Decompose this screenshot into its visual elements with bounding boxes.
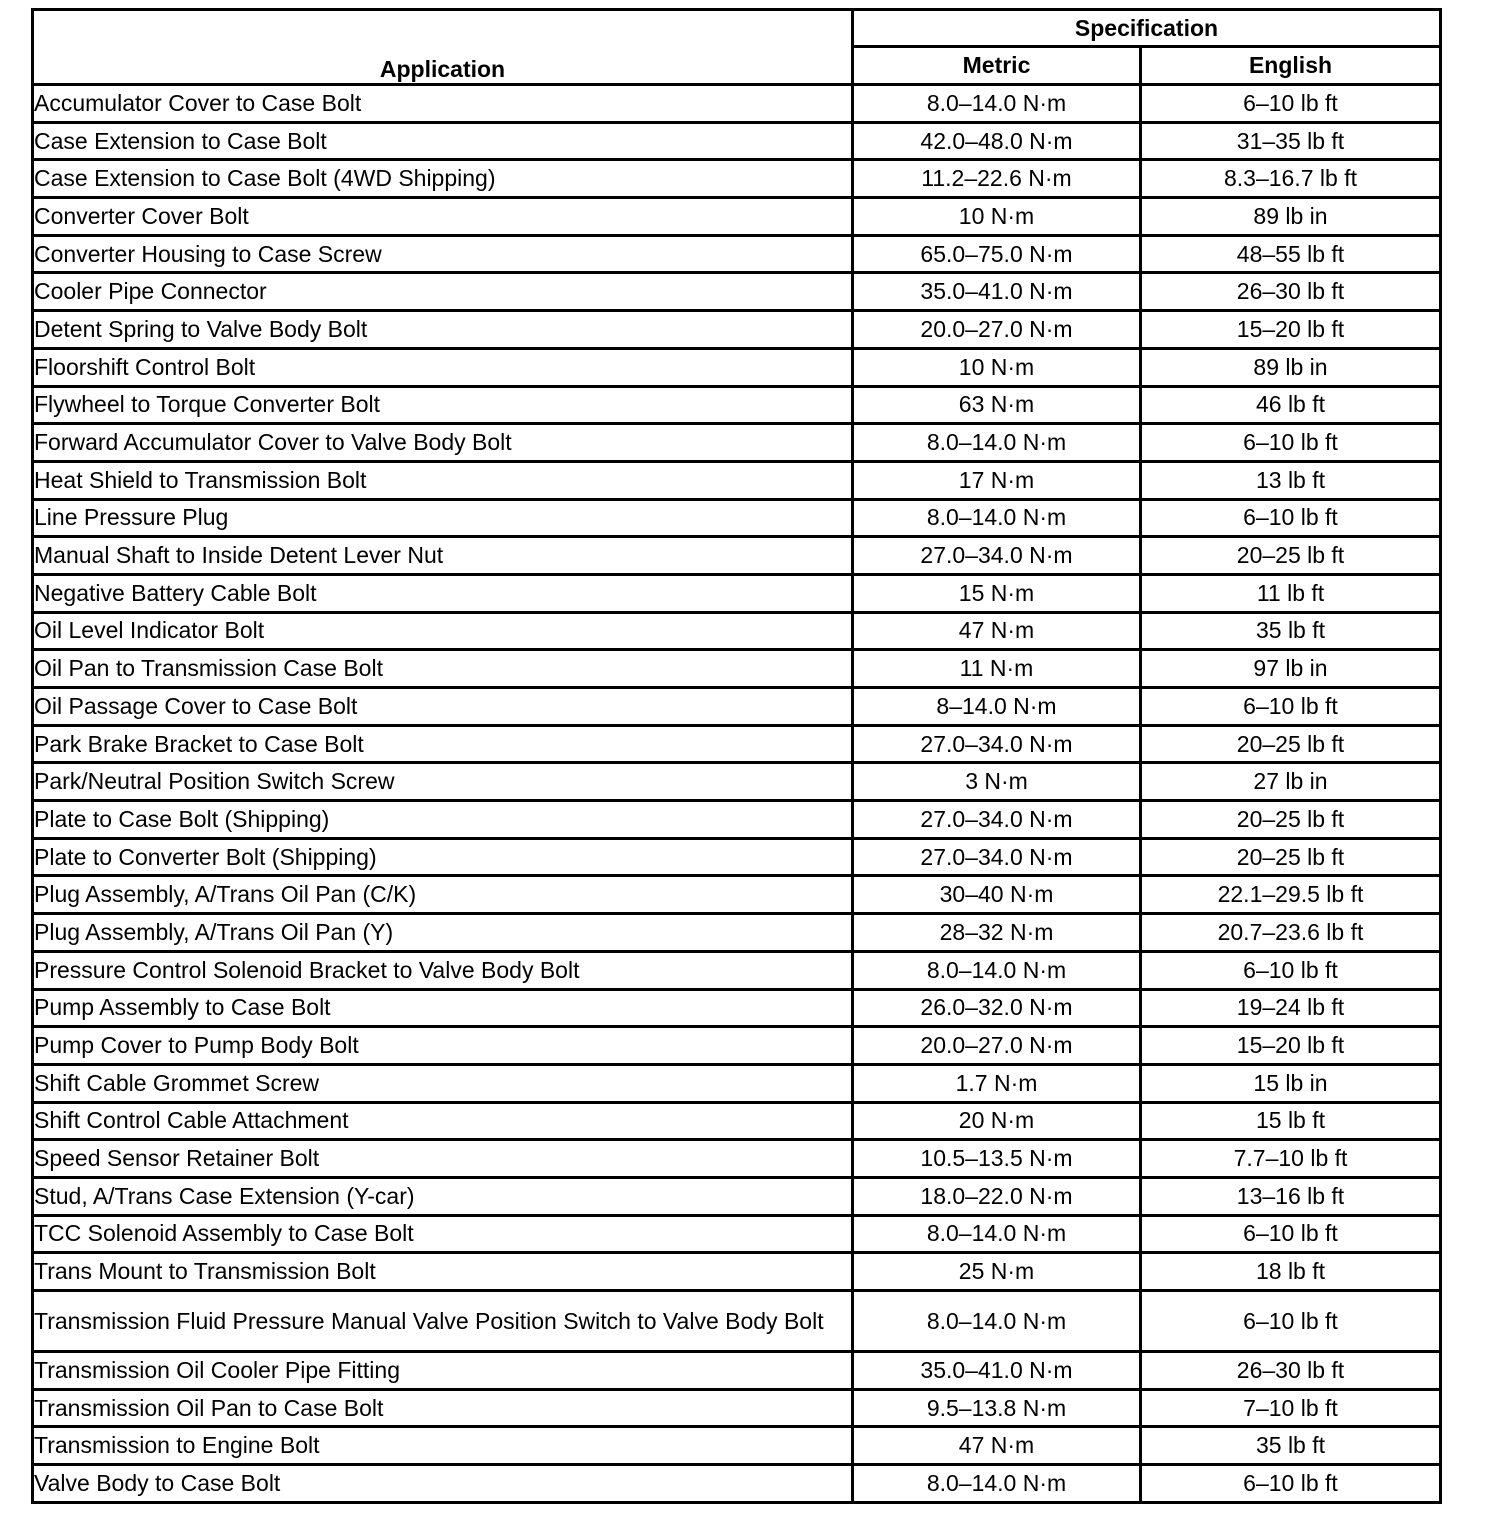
- cell-application: Floorshift Control Bolt: [33, 348, 853, 386]
- cell-application: Flywheel to Torque Converter Bolt: [33, 386, 853, 424]
- cell-english: 8.3–16.7 lb ft: [1141, 160, 1441, 198]
- cell-application: Plug Assembly, A/Trans Oil Pan (Y): [33, 914, 853, 952]
- cell-english: 13–16 lb ft: [1141, 1177, 1441, 1215]
- table-row: [33, 1140, 1441, 1178]
- cell-english: 15 lb in: [1141, 1064, 1441, 1102]
- cell-metric: 27.0–34.0 N·m: [853, 725, 1141, 763]
- table-row: [33, 461, 1441, 499]
- table-row: [33, 612, 1441, 650]
- cell-metric: 8.0–14.0 N·m: [853, 1215, 1141, 1253]
- cell-application: Plug Assembly, A/Trans Oil Pan (C/K): [33, 876, 853, 914]
- cell-application: Converter Housing to Case Screw: [33, 235, 853, 273]
- table-row: [33, 122, 1441, 160]
- cell-metric: 8.0–14.0 N·m: [853, 85, 1141, 123]
- cell-english: 31–35 lb ft: [1141, 122, 1441, 160]
- cell-english: 22.1–29.5 lb ft: [1141, 876, 1441, 914]
- cell-english: 6–10 lb ft: [1141, 1291, 1441, 1352]
- cell-metric: 1.7 N·m: [853, 1064, 1141, 1102]
- header-application: Application: [33, 10, 853, 85]
- cell-english: 20.7–23.6 lb ft: [1141, 914, 1441, 952]
- table-row: [33, 160, 1441, 198]
- table-row: [33, 499, 1441, 537]
- cell-application: Transmission Fluid Pressure Manual Valve Position Switch to Valve Body Bolt: [33, 1291, 853, 1352]
- table-row: [33, 951, 1441, 989]
- cell-english: 6–10 lb ft: [1141, 499, 1441, 537]
- table-row: [33, 424, 1441, 462]
- header-row-top: [33, 10, 1441, 47]
- cell-application: Detent Spring to Valve Body Bolt: [33, 311, 853, 349]
- cell-english: 6–10 lb ft: [1141, 951, 1441, 989]
- table-row: [33, 725, 1441, 763]
- cell-english: 6–10 lb ft: [1141, 424, 1441, 462]
- cell-english: 27 lb in: [1141, 763, 1441, 801]
- cell-application: Park Brake Bracket to Case Bolt: [33, 725, 853, 763]
- cell-metric: 8.0–14.0 N·m: [853, 951, 1141, 989]
- cell-english: 6–10 lb ft: [1141, 85, 1441, 123]
- table-row: [33, 537, 1441, 575]
- table-row: [33, 989, 1441, 1027]
- cell-application: Case Extension to Case Bolt (4WD Shipping): [33, 160, 853, 198]
- cell-application: Manual Shaft to Inside Detent Lever Nut: [33, 537, 853, 575]
- cell-application: Line Pressure Plug: [33, 499, 853, 537]
- cell-metric: 65.0–75.0 N·m: [853, 235, 1141, 273]
- cell-english: 15–20 lb ft: [1141, 1027, 1441, 1065]
- cell-metric: 35.0–41.0 N·m: [853, 273, 1141, 311]
- cell-metric: 8.0–14.0 N·m: [853, 1291, 1141, 1352]
- cell-application: Shift Cable Grommet Screw: [33, 1064, 853, 1102]
- header-english: English: [1141, 47, 1441, 85]
- cell-application: Pump Cover to Pump Body Bolt: [33, 1027, 853, 1065]
- cell-english: 20–25 lb ft: [1141, 801, 1441, 839]
- table-row: [33, 235, 1441, 273]
- table-row: [33, 1291, 1441, 1352]
- table-row: [33, 85, 1441, 123]
- cell-english: 35 lb ft: [1141, 1427, 1441, 1465]
- cell-metric: 47 N·m: [853, 1427, 1141, 1465]
- cell-application: Plate to Converter Bolt (Shipping): [33, 838, 853, 876]
- table-row: [33, 386, 1441, 424]
- cell-metric: 18.0–22.0 N·m: [853, 1177, 1141, 1215]
- cell-english: 6–10 lb ft: [1141, 688, 1441, 726]
- cell-metric: 8.0–14.0 N·m: [853, 1465, 1141, 1503]
- cell-application: Negative Battery Cable Bolt: [33, 574, 853, 612]
- table-row: [33, 763, 1441, 801]
- cell-english: 89 lb in: [1141, 348, 1441, 386]
- cell-metric: 27.0–34.0 N·m: [853, 801, 1141, 839]
- cell-application: Heat Shield to Transmission Bolt: [33, 461, 853, 499]
- table-row: [33, 801, 1441, 839]
- cell-application: Transmission Oil Pan to Case Bolt: [33, 1389, 853, 1427]
- table-row: [33, 650, 1441, 688]
- cell-metric: 3 N·m: [853, 763, 1141, 801]
- table-body: [33, 85, 1441, 1503]
- cell-english: 20–25 lb ft: [1141, 537, 1441, 575]
- table-row: [33, 1427, 1441, 1465]
- cell-application: TCC Solenoid Assembly to Case Bolt: [33, 1215, 853, 1253]
- cell-application: Speed Sensor Retainer Bolt: [33, 1140, 853, 1178]
- cell-metric: 27.0–34.0 N·m: [853, 537, 1141, 575]
- cell-application: Converter Cover Bolt: [33, 198, 853, 236]
- table-row: [33, 1027, 1441, 1065]
- cell-application: Shift Control Cable Attachment: [33, 1102, 853, 1140]
- torque-specification-table: [31, 8, 1442, 1504]
- cell-english: 15–20 lb ft: [1141, 311, 1441, 349]
- cell-metric: 10.5–13.5 N·m: [853, 1140, 1141, 1178]
- table-row: [33, 1465, 1441, 1503]
- cell-metric: 15 N·m: [853, 574, 1141, 612]
- cell-application: Stud, A/Trans Case Extension (Y-car): [33, 1177, 853, 1215]
- cell-english: 13 lb ft: [1141, 461, 1441, 499]
- cell-metric: 9.5–13.8 N·m: [853, 1389, 1141, 1427]
- cell-metric: 8–14.0 N·m: [853, 688, 1141, 726]
- cell-application: Oil Passage Cover to Case Bolt: [33, 688, 853, 726]
- table-row: [33, 198, 1441, 236]
- cell-application: Plate to Case Bolt (Shipping): [33, 801, 853, 839]
- cell-english: 26–30 lb ft: [1141, 273, 1441, 311]
- cell-metric: 28–32 N·m: [853, 914, 1141, 952]
- cell-metric: 47 N·m: [853, 612, 1141, 650]
- cell-metric: 35.0–41.0 N·m: [853, 1352, 1141, 1390]
- table-row: [33, 311, 1441, 349]
- cell-application: Transmission Oil Cooler Pipe Fitting: [33, 1352, 853, 1390]
- cell-english: 26–30 lb ft: [1141, 1352, 1441, 1390]
- cell-metric: 8.0–14.0 N·m: [853, 499, 1141, 537]
- cell-english: 6–10 lb ft: [1141, 1215, 1441, 1253]
- table-row: [33, 1064, 1441, 1102]
- cell-application: Case Extension to Case Bolt: [33, 122, 853, 160]
- table-row: [33, 1102, 1441, 1140]
- cell-metric: 20 N·m: [853, 1102, 1141, 1140]
- cell-application: Oil Level Indicator Bolt: [33, 612, 853, 650]
- table-row: [33, 1177, 1441, 1215]
- cell-english: 18 lb ft: [1141, 1253, 1441, 1291]
- cell-metric: 20.0–27.0 N·m: [853, 1027, 1141, 1065]
- cell-metric: 10 N·m: [853, 198, 1141, 236]
- cell-english: 97 lb in: [1141, 650, 1441, 688]
- cell-english: 89 lb in: [1141, 198, 1441, 236]
- cell-english: 7.7–10 lb ft: [1141, 1140, 1441, 1178]
- cell-application: Oil Pan to Transmission Case Bolt: [33, 650, 853, 688]
- cell-application: Cooler Pipe Connector: [33, 273, 853, 311]
- cell-english: 35 lb ft: [1141, 612, 1441, 650]
- header-specification: Specification: [853, 10, 1441, 47]
- cell-metric: 42.0–48.0 N·m: [853, 122, 1141, 160]
- table-row: [33, 876, 1441, 914]
- cell-application: Pump Assembly to Case Bolt: [33, 989, 853, 1027]
- cell-english: 20–25 lb ft: [1141, 838, 1441, 876]
- cell-english: 46 lb ft: [1141, 386, 1441, 424]
- cell-english: 6–10 lb ft: [1141, 1465, 1441, 1503]
- cell-application: Park/Neutral Position Switch Screw: [33, 763, 853, 801]
- cell-english: 11 lb ft: [1141, 574, 1441, 612]
- table-row: [33, 688, 1441, 726]
- cell-english: 48–55 lb ft: [1141, 235, 1441, 273]
- table-row: [33, 273, 1441, 311]
- cell-application: Forward Accumulator Cover to Valve Body Bolt: [33, 424, 853, 462]
- cell-metric: 30–40 N·m: [853, 876, 1141, 914]
- cell-metric: 10 N·m: [853, 348, 1141, 386]
- cell-metric: 17 N·m: [853, 461, 1141, 499]
- table-row: [33, 1215, 1441, 1253]
- cell-metric: 8.0–14.0 N·m: [853, 424, 1141, 462]
- cell-english: 15 lb ft: [1141, 1102, 1441, 1140]
- cell-metric: 27.0–34.0 N·m: [853, 838, 1141, 876]
- cell-application: Accumulator Cover to Case Bolt: [33, 85, 853, 123]
- cell-application: Transmission to Engine Bolt: [33, 1427, 853, 1465]
- table-row: [33, 838, 1441, 876]
- cell-application: Pressure Control Solenoid Bracket to Valve Body Bolt: [33, 951, 853, 989]
- cell-metric: 26.0–32.0 N·m: [853, 989, 1141, 1027]
- cell-metric: 63 N·m: [853, 386, 1141, 424]
- cell-english: 20–25 lb ft: [1141, 725, 1441, 763]
- table-row: [33, 1253, 1441, 1291]
- table-header: [33, 10, 1441, 85]
- table-row: [33, 914, 1441, 952]
- cell-metric: 11.2–22.6 N·m: [853, 160, 1141, 198]
- cell-application: Trans Mount to Transmission Bolt: [33, 1253, 853, 1291]
- cell-metric: 25 N·m: [853, 1253, 1141, 1291]
- header-metric: Metric: [853, 47, 1141, 85]
- table-row: [33, 574, 1441, 612]
- cell-english: 19–24 lb ft: [1141, 989, 1441, 1027]
- table-row: [33, 1389, 1441, 1427]
- cell-english: 7–10 lb ft: [1141, 1389, 1441, 1427]
- table-row: [33, 348, 1441, 386]
- cell-metric: 20.0–27.0 N·m: [853, 311, 1141, 349]
- cell-metric: 11 N·m: [853, 650, 1141, 688]
- cell-application: Valve Body to Case Bolt: [33, 1465, 853, 1503]
- table-row: [33, 1352, 1441, 1390]
